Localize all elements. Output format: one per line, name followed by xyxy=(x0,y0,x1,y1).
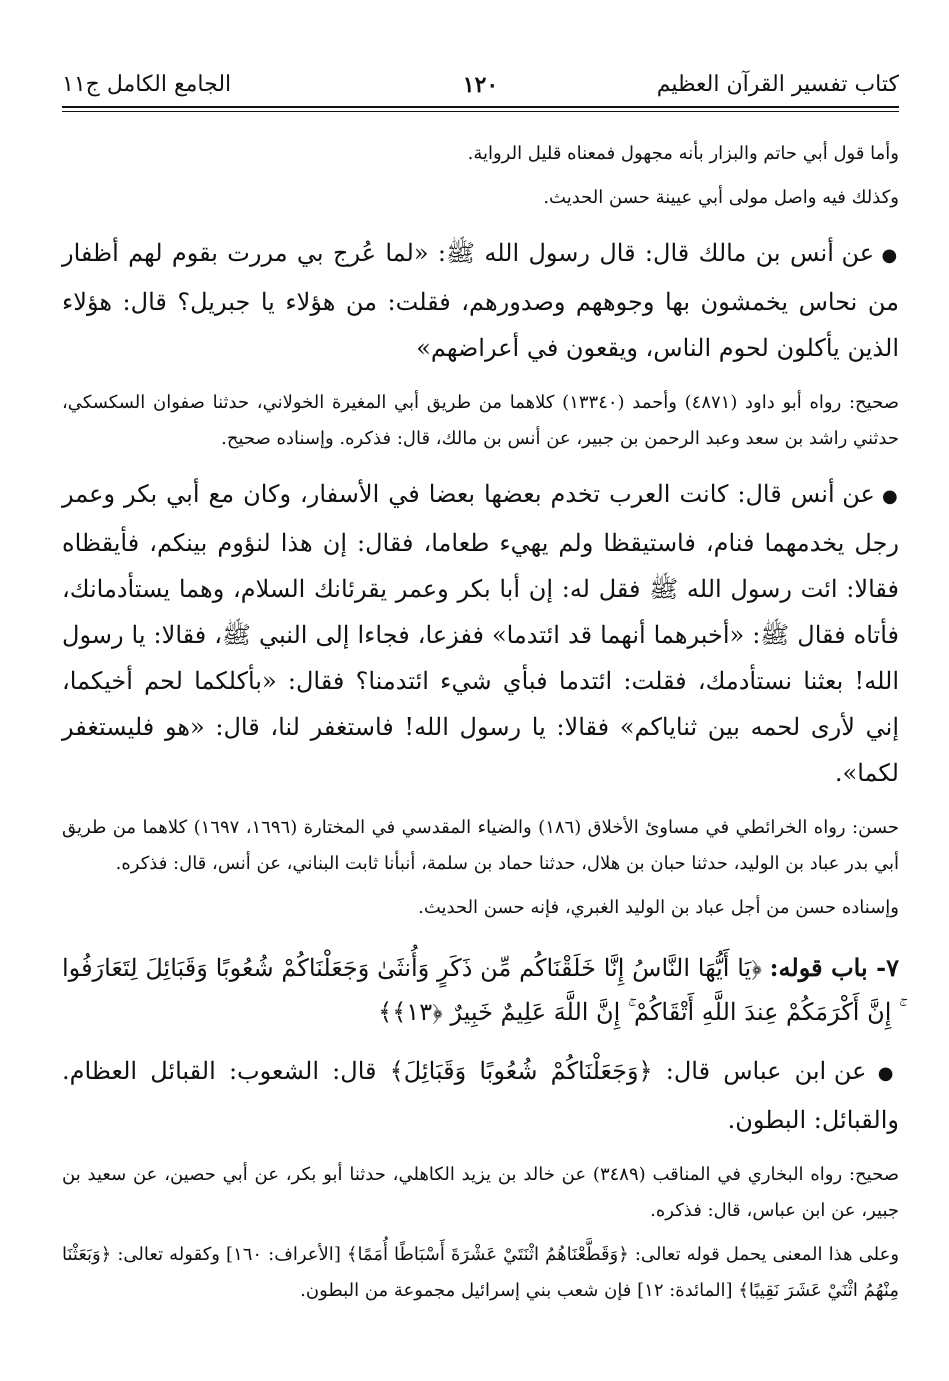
header-rule-thin xyxy=(62,111,899,112)
takhrij-note: صحيح: رواه البخاري في المناقب (٣٤٨٩) عن خالد بن يزيد الكاهلي، حدثنا أبو بكر، عن أبي حصين، عن سعيد بن جبير، عن ابن عباس، قال: فذكره. xyxy=(62,1164,899,1221)
header-rule-thick xyxy=(62,106,899,108)
hadith-paragraph: ● عن أنس قال: كانت العرب تخدم بعضها بعضا في الأسفار، وكان مع أبي بكر وعمر رجل يخدمهما فنام، فاستيقظا ولم يهيء طعاما، فقال: إن هذا لنؤوم بينكم، فأيقظاه فقالا: ائت رسول الله ﷺ فقل له: إن أبا بكر وعمر يقرئانك السلام، وهما يستأدمانك، فأتاه فقال ﷺ: «أخبرهما أنهما قد ائتدما» ففزعا، فجاءا إلى النبي ﷺ، فقالا: يا رسول الله! بعثنا نستأدمك، فقلت: ائتدما فبأي شيء ائتدمنا؟ فقال: «بأكلكما لحم أخيكما، إني لأرى لحمه بين ثناياكم» فقالا: يا رسول الله! فاستغفر لنا، قال: «هو فليستغفر لكما». xyxy=(62,471,899,796)
page-body xyxy=(62,110,899,1309)
commentary-paragraph: وعلى هذا المعنى يحمل قوله تعالى: ﴿وَقَطَّعْنَاهُمُ اثْنَتَيْ عَشْرَةَ أَسْبَاطًا أُمَمًا﴾ [الأعراف: ١٦٠] وكقوله تعالى: ﴿وَبَعَثْنَا مِنْهُمُ اثْنَيْ عَشَرَ نَقِيبًا﴾ [المائدة: ١٢] فإن شعب بني إسرائيل مجموعة من البطون. xyxy=(62,1244,900,1301)
volume-label: الجامع الكامل ج١١ xyxy=(62,72,232,97)
document-page xyxy=(62,58,899,1309)
hadith-paragraph: ● عن ابن عباس قال: ﴿وَجَعَلْنَاكُمْ شُعُوبًا وَقَبَائِلَ﴾ قال: الشعوب: القبائل العظام. والقبائل: البطون. xyxy=(62,1048,899,1143)
hadith-paragraph: ● عن أنس بن مالك قال: قال رسول الله ﷺ: «لما عُرج بي مررت بقوم لهم أظفار من نحاس يخمشون بها وجوههم وصدورهم، فقلت: من هؤلاء يا جبريل؟ قال: هؤلاء الذين يأكلون لحوم الناس، ويقعون في أعراضهم» xyxy=(62,230,899,371)
page-number: ١٢٠ xyxy=(462,72,499,98)
commentary-paragraph: وأما قول أبي حاتم والبزار بأنه مجهول فمعناه قليل الرواية. xyxy=(467,143,899,164)
commentary-paragraph: وكذلك فيه واصل مولى أبي عيينة حسن الحديث. xyxy=(543,187,899,208)
takhrij-note: وإسناده حسن من أجل عباد بن الوليد الغبري، فإنه حسن الحديث. xyxy=(418,897,899,918)
chapter-heading xyxy=(62,946,899,1034)
quran-verse: ﴿يَا أَيُّهَا النَّاسُ إِنَّا خَلَقْنَاكُم مِّن ذَكَرٍ وَأُنثَىٰ وَجَعَلْنَاكُمْ شُعُوبًا وَقَبَائِلَ لِتَعَارَفُوا ۚ إِنَّ أَكْرَمَكُمْ عِندَ اللَّهِ أَتْقَاكُمْ ۚ إِنَّ اللَّهَ عَلِيمٌ خَبِيرٌ ﴿١٣﴾﴾ xyxy=(62,954,899,1026)
takhrij-note: حسن: رواه الخرائطي في مساوئ الأخلاق (١٨٦) والضياء المقدسي في المختارة (١٦٩٦، ١٦٩٧) كلاهما من طريق أبي بدر عباد بن الوليد، حدثنا حبان بن هلال، حدثنا حماد بن سلمة، أنبأنا ثابت البناني، عن أنس، قال: فذكره. xyxy=(62,817,899,874)
takhrij-note: صحيح: رواه أبو داود (٤٨٧١) وأحمد (١٣٣٤٠) كلاهما من طريق أبي المغيرة الخولاني، حدثنا صفوان السكسكي، حدثني راشد بن سعد وعبد الرحمن بن جبير، عن أنس بن مالك، قال: فذكره. وإسناده صحيح. xyxy=(62,392,900,449)
book-title: كتاب تفسير القرآن العظيم xyxy=(656,72,899,97)
chapter-label: ٧- باب قوله: xyxy=(769,953,899,982)
page-header xyxy=(62,58,899,110)
